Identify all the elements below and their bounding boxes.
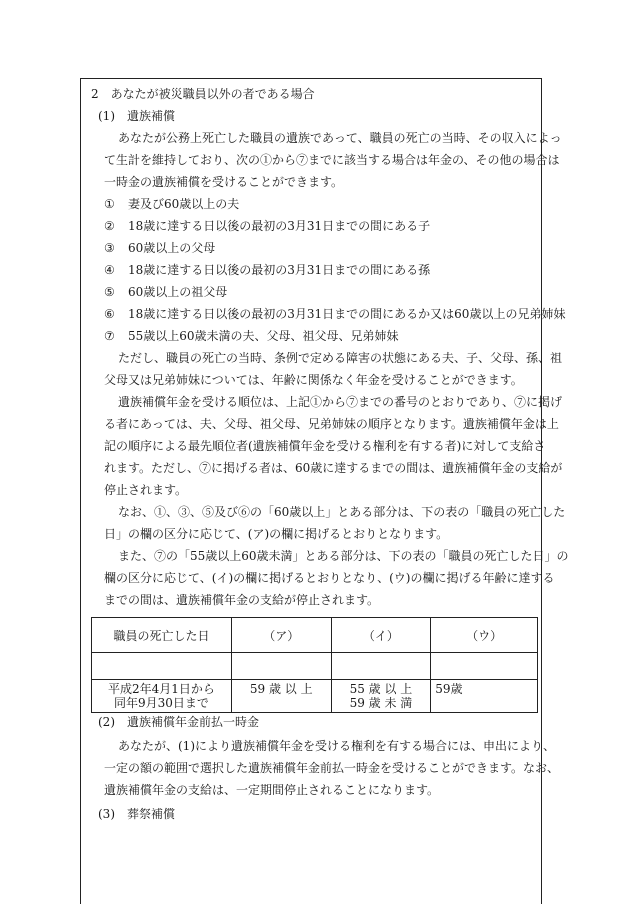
- list-item: [104, 328, 399, 344]
- table-cell-c: 59歳: [431, 680, 538, 713]
- table-cell-b: [331, 680, 431, 713]
- list-item: [104, 306, 565, 322]
- paragraph-line: あなたが、(1)により遺族補償年金を受ける権利を有する場合には、申出により、: [118, 739, 556, 753]
- paragraph-line: 停止されます。: [104, 483, 188, 497]
- list-marker: ⑤: [104, 285, 115, 299]
- list-item: [104, 262, 430, 278]
- list-item-text: 18歳に達する日以後の最初の3月31日までの間にある孫: [128, 263, 431, 277]
- paragraph-line: 記の順序による最先順位者(遺族補償年金を受ける権利を有する者)に対して支給さ: [104, 439, 546, 453]
- paragraph-line: 父母又は兄弟姉妹については、年齢に関係なく年金を受けることができます。: [104, 373, 523, 387]
- paragraph-line: 一定の額の範囲で選択した遺族補償年金前払一時金を受けることができます。なお、: [104, 761, 560, 775]
- list-item: [104, 196, 239, 212]
- list-marker: ④: [104, 263, 115, 277]
- paragraph-line: あなたが公務上死亡した職員の遺族であって、職員の死亡の当時、その収入によっ: [118, 131, 562, 145]
- age-line: 59 歳 未 満: [349, 696, 413, 710]
- table-row: [92, 680, 538, 713]
- list-item-text: 55歳以上60歳未満の夫、父母、祖父母、兄弟姉妹: [128, 329, 399, 343]
- list-marker: ⑦: [104, 329, 115, 343]
- table-cell: [231, 653, 331, 680]
- date-line: 平成2年4月1日から: [108, 682, 215, 696]
- list-item-text: 妻及び60歳以上の夫: [128, 197, 240, 211]
- paragraph-line: 一時金の遺族補償を受けることができます。: [104, 175, 344, 189]
- table-cell-a: 59 歳 以 上: [231, 680, 331, 713]
- list-item: [104, 240, 215, 256]
- subsection-title-lump-sum: (2) 遺族補償年金前払一時金: [98, 715, 259, 729]
- paragraph-line: 日」の欄の区分に応じて、(ア)の欄に掲げるとおりとなります。: [104, 527, 449, 541]
- paragraph-line: 遺族補償年金を受ける順位は、上記①から⑦までの番号のとおりであり、⑦に掲げ: [118, 395, 563, 409]
- list-item: [104, 218, 430, 234]
- table-row: [92, 653, 538, 680]
- list-marker: ⑥: [104, 307, 115, 321]
- list-item-text: 18歳に達する日以後の最初の3月31日までの間にある子: [128, 219, 431, 233]
- age-table: [91, 617, 538, 713]
- age-line: 55 歳 以 上: [349, 682, 413, 696]
- table-header-cell: （イ）: [331, 618, 431, 653]
- list-item: [104, 284, 227, 300]
- table-cell: [331, 653, 431, 680]
- subsection-title-survivor-compensation: (1) 遺族補償: [98, 109, 175, 123]
- list-marker: ③: [104, 241, 115, 255]
- section-heading: 2 あなたが被災職員以外の者である場合: [91, 87, 315, 101]
- table-cell: [431, 653, 538, 680]
- paragraph-line: 欄の区分に応じて、(イ)の欄に掲げるとおりとなり、(ウ)の欄に掲げる年齢に達する: [104, 571, 555, 585]
- list-item-text: 18歳に達する日以後の最初の3月31日までの間にあるか又は60歳以上の兄弟姉妹: [128, 307, 566, 321]
- table-cell-date: [92, 680, 232, 713]
- list-marker: ②: [104, 219, 115, 233]
- paragraph-line: れます。ただし、⑦に掲げる者は、60歳に達するまでの間は、遺族補償年金の支給が: [104, 461, 563, 475]
- paragraph-line: なお、①、③、⑤及び⑥の「60歳以上」とある部分は、下の表の「職員の死亡した: [118, 505, 566, 519]
- table-header-cell: （ウ）: [431, 618, 538, 653]
- list-marker: ①: [104, 197, 115, 211]
- list-item-text: 60歳以上の父母: [128, 241, 216, 255]
- table-header-cell: （ア）: [231, 618, 331, 653]
- table-header-cell: 職員の死亡した日: [92, 618, 232, 653]
- subsection-title-funeral-compensation: (3) 葬祭補償: [98, 807, 175, 821]
- date-line: 同年9月30日まで: [114, 696, 209, 710]
- table-header-row: [92, 618, 538, 653]
- paragraph-line: ただし、職員の死亡の当時、条例で定める障害の状態にある夫、子、父母、孫、祖: [118, 351, 563, 365]
- paragraph-line: 遺族補償年金の支給は、一定期間停止されることになります。: [104, 783, 440, 797]
- list-item-text: 60歳以上の祖父母: [128, 285, 228, 299]
- paragraph-line: また、⑦の「55歳以上60歳未満」とある部分は、下の表の「職員の死亡した日」の: [118, 549, 569, 563]
- paragraph-line: までの間は、遺族補償年金の支給が停止されます。: [104, 593, 380, 607]
- paragraph-line: る者にあっては、夫、父母、祖父母、兄弟姉妹の順序となります。遺族補償年金は上: [104, 417, 559, 431]
- paragraph-line: て生計を維持しており、次の①から⑦までに該当する場合は年金の、その他の場合は: [104, 153, 560, 167]
- table-cell: [92, 653, 232, 680]
